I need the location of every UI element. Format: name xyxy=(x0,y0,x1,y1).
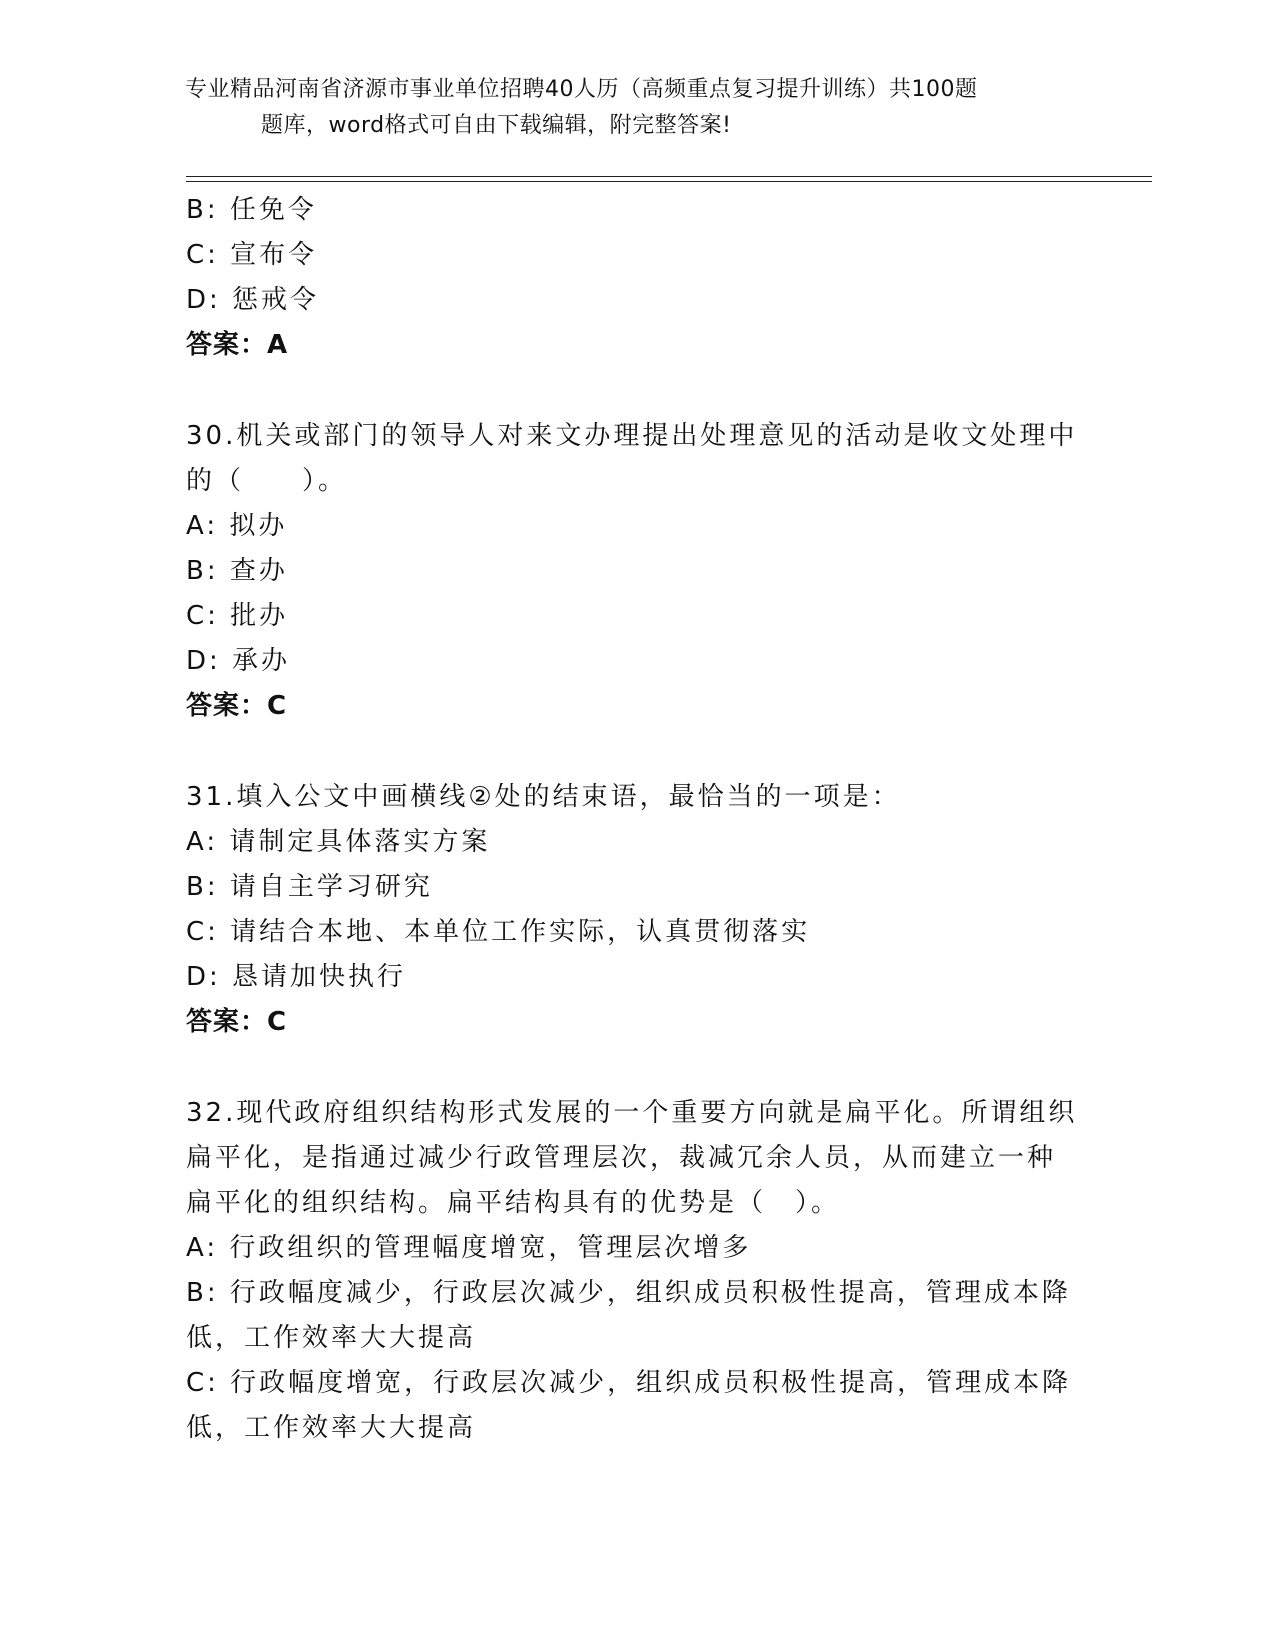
question-30-stem: 30.机关或部门的领导人对来文办理提出处理意见的活动是收文处理中 xyxy=(186,421,1078,451)
header-title-line-2: 题库，word格式可自由下载编辑，附完整答案! xyxy=(261,113,732,138)
question-32-option-c: C: 行政幅度增宽，行政层次减少，组织成员积极性提高，管理成本降 xyxy=(186,1368,1072,1398)
question-31-answer: 答案：C xyxy=(186,1007,288,1037)
question-32-stem: 扁平化，是指通过减少行政管理层次，裁减冗余人员，从而建立一种 xyxy=(186,1143,1057,1173)
question-32-stem: 扁平化的组织结构。扁平结构具有的优势是（ ）。 xyxy=(186,1188,841,1218)
question-30-option-d: D: 承办 xyxy=(186,646,291,676)
question-32-option-b-cont: 低，工作效率大大提高 xyxy=(186,1323,477,1353)
option-c: C: 宣布令 xyxy=(186,240,318,270)
option-d: D: 惩戒令 xyxy=(186,285,320,315)
option-b: B: 任免令 xyxy=(186,195,317,225)
question-31-stem: 31.填入公文中画横线②处的结束语，最恰当的一项是： xyxy=(186,782,901,812)
answer: 答案：A xyxy=(186,330,289,360)
question-31-option-c: C: 请结合本地、本单位工作实际，认真贯彻落实 xyxy=(186,917,811,947)
question-31-option-d: D: 恳请加快执行 xyxy=(186,962,407,992)
header-divider xyxy=(186,176,1152,182)
question-30-option-c: C: 批办 xyxy=(186,601,289,631)
question-32-option-c-cont: 低，工作效率大大提高 xyxy=(186,1413,477,1443)
question-30-answer: 答案：C xyxy=(186,691,288,721)
question-content xyxy=(186,188,1086,1451)
question-32-option-a: A: 行政组织的管理幅度增宽，管理层次增多 xyxy=(186,1233,752,1263)
question-32-option-b: B: 行政幅度减少，行政层次减少，组织成员积极性提高，管理成本降 xyxy=(186,1278,1071,1308)
page-header xyxy=(185,72,1085,144)
question-30-option-a: A: 拟办 xyxy=(186,511,288,541)
question-32-stem: 32.现代政府组织结构形式发展的一个重要方向就是扁平化。所谓组织 xyxy=(186,1098,1078,1128)
header-title-line-1: 专业精品河南省济源市事业单位招聘40人历（高频重点复习提升训练）共100题 xyxy=(185,77,978,102)
question-31-option-a: A: 请制定具体落实方案 xyxy=(186,827,491,857)
question-30-stem: 的（ ）。 xyxy=(186,466,348,496)
question-31-option-b: B: 请自主学习研究 xyxy=(186,872,433,902)
question-30-option-b: B: 查办 xyxy=(186,556,288,586)
